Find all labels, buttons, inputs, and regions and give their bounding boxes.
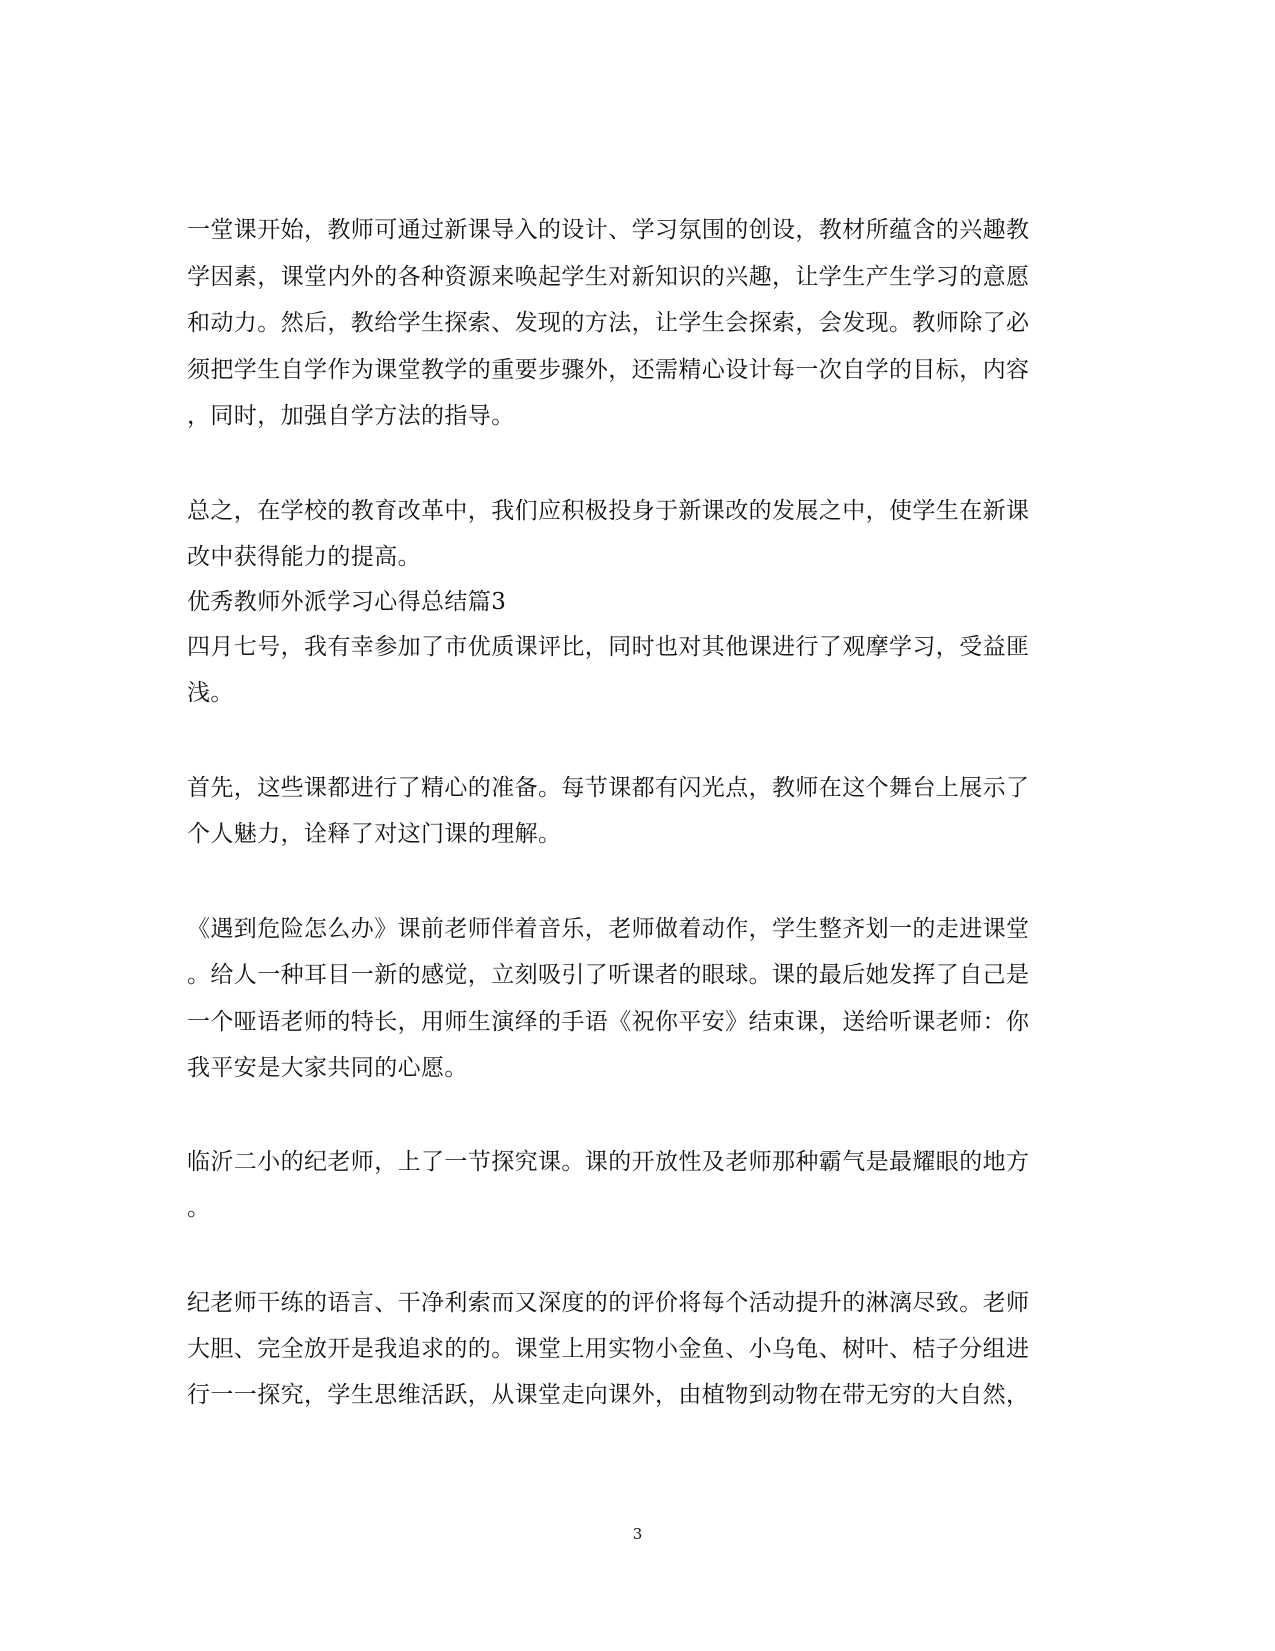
text-line: 首先，这些课都进行了精心的准备。每节课都有闪光点，教师在这个舞台上展示了 xyxy=(187,775,1030,801)
text-line: 须把学生自学作为课堂教学的重要步骤外，还需精心设计每一次自学的目标，内容 xyxy=(187,357,1030,383)
text-line: 浅。 xyxy=(187,680,234,706)
text-line: 行一一探究，学生思维活跃，从课堂走向课外，由植物到动物在带无穷的大自然， xyxy=(187,1382,1030,1408)
text-line: 纪老师干练的语言、干净利索而又深度的的评价将每个活动提升的淋漓尽致。老师 xyxy=(187,1290,1030,1316)
text-line: 我平安是大家共同的心愿。 xyxy=(187,1055,468,1081)
text-line: ，同时，加强自学方法的指导。 xyxy=(187,403,515,429)
text-line: 总之，在学校的教育改革中，我们应积极投身于新课改的发展之中，使学生在新课 xyxy=(187,498,1030,524)
text-line: 和动力。然后，教给学生探索、发现的方法，让学生会探索，会发现。教师除了必 xyxy=(187,310,1030,336)
section-heading: 优秀教师外派学习心得总结篇3 xyxy=(187,589,507,615)
text-line: 一堂课开始，教师可通过新课导入的设计、学习氛围的创设，教材所蕴含的兴趣教 xyxy=(187,217,1030,243)
text-line: 一个哑语老师的特长，用师生演绎的手语《祝你平安》结束课，送给听课老师：你 xyxy=(187,1009,1030,1035)
text-line: 。 xyxy=(187,1195,211,1221)
text-line: 。给人一种耳目一新的感觉，立刻吸引了听课者的眼球。课的最后她发挥了自己是 xyxy=(187,962,1030,988)
text-line: 四月七号，我有幸参加了市优质课评比，同时也对其他课进行了观摩学习，受益匪 xyxy=(187,634,1030,660)
text-line: 临沂二小的纪老师，上了一节探究课。课的开放性及老师那种霸气是最耀眼的地方 xyxy=(187,1149,1030,1175)
text-line: 大胆、完全放开是我追求的的。课堂上用实物小金鱼、小乌龟、树叶、桔子分组进 xyxy=(187,1336,1030,1362)
text-line: 改中获得能力的提高。 xyxy=(187,544,421,570)
text-line: 《遇到危险怎么办》课前老师伴着音乐，老师做着动作，学生整齐划一的走进课堂 xyxy=(187,916,1030,942)
text-line: 个人魅力，诠释了对这门课的理解。 xyxy=(187,821,562,847)
text-line: 学因素，课堂内外的各种资源来唤起学生对新知识的兴趣，让学生产生学习的意愿 xyxy=(187,264,1030,290)
page-number: 3 xyxy=(632,1525,643,1543)
